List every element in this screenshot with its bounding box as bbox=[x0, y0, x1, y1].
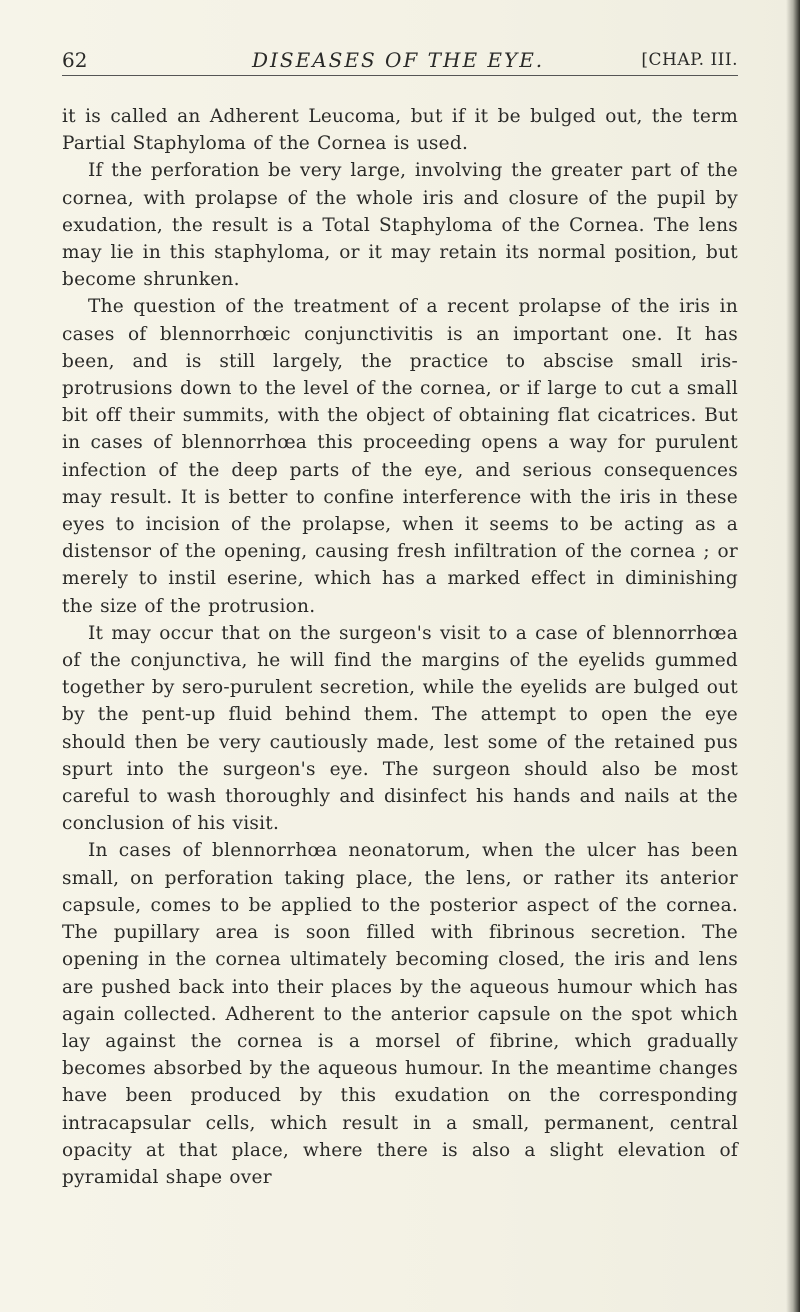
paragraph-continued: it is called an Adherent Leucoma, but if it be bulged out, the term Partial Staphyloma of the Cornea is used. bbox=[62, 106, 738, 155]
body-text bbox=[62, 103, 738, 1191]
running-title: DISEASES OF THE EYE. bbox=[252, 48, 545, 72]
running-head bbox=[62, 48, 738, 78]
paragraph: If the perforation be very large, involving the greater part of the cornea, with prolapse of the whole iris and closure of the pupil by exudation, the result is a Total Staphyloma of the Cornea. The lens may lie in this staphyloma, or it may retain its normal position, but become shrunken. bbox=[62, 160, 738, 291]
page-number: 62 bbox=[62, 48, 88, 72]
chapter-reference: [CHAP. III. bbox=[641, 50, 738, 70]
paragraph: In cases of blennorrhœa neonatorum, when the ulcer has been small, on perforation taking place, the lens, or rather its anterior capsule, comes to be applied to the posterior aspect of the cornea. The pupillary area is soon filled with fibrinous secretion. The opening in the cornea ultimately becoming closed, the iris and lens are pushed back into their places by the aqueous humour which has again collected. Adherent to the anterior capsule on the spot which lay against the cornea is a morsel of fibrine, which gradually becomes absorbed by the aqueous humour. In the meantime changes have been produced by this exudation on the corresponding intracapsular cells, which result in a small, permanent, central opacity at that place, where there is also a slight elevation of pyramidal shape over bbox=[62, 840, 738, 1188]
paragraph: It may occur that on the surgeon's visit to a case of blennorrhœa of the conjunctiva, he will find the margins of the eyelids gummed together by sero-purulent secretion, while the eyelids are bulged out by the pent-up fluid behind them. The attempt to open the eye should then be very cautiously made, lest some of the retained pus spurt into the surgeon's eye. The surgeon should also be most careful to wash thoroughly and disinfect his hands and nails at the conclusion of his visit. bbox=[62, 622, 738, 835]
paragraph: The question of the treatment of a recent prolapse of the iris in cases of blennorrhœic conjunctivitis is an important one. It has been, and is still largely, the practice to abscise small iris-protrusions down to the level of the cornea, or if large to cut a small bit off their summits, with the object of obtaining flat cicatrices. But in cases of blennorrhœa this proceeding opens a way for purulent infection of the deep parts of the eye, and serious consequences may result. It is better to confine interference with the iris in these eyes to incision of the prolapse, when it seems to be acting as a distensor of the opening, causing fresh infiltration of the cornea ; or merely to instil eserine, which has a marked effect in diminishing the size of the protrusion. bbox=[62, 296, 738, 617]
page-edge-shadow bbox=[786, 0, 800, 1312]
header-rule bbox=[62, 75, 738, 76]
